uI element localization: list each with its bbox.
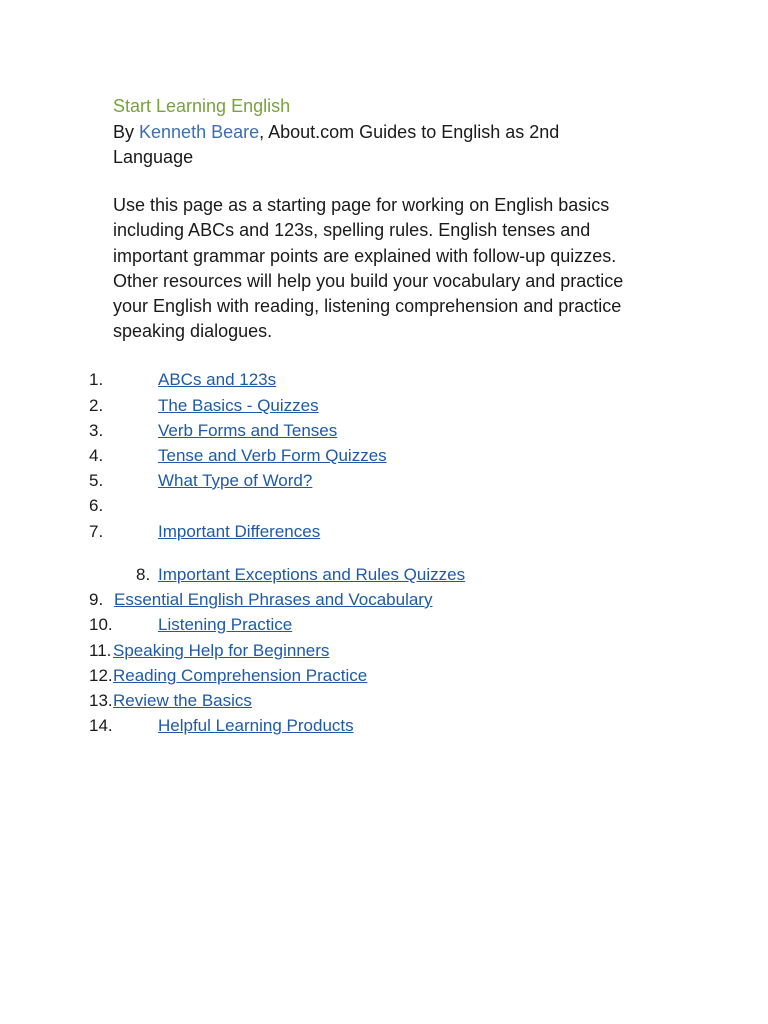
byline-suffix: , About.com Guides to English as 2nd Language [113, 122, 560, 167]
list-number: 9. [89, 590, 104, 609]
page-title: Start Learning English [113, 96, 291, 116]
link-what-type-of-word[interactable]: What Type of Word? [158, 471, 313, 490]
list-number: 6. [89, 496, 104, 515]
link-basics-quizzes[interactable]: The Basics - Quizzes [158, 396, 319, 415]
link-listening-practice[interactable]: Listening Practice [158, 615, 293, 634]
link-reading-comprehension[interactable]: Reading Comprehension Practice [113, 666, 368, 685]
link-exceptions-rules-quizzes[interactable]: Important Exceptions and Rules Quizzes [158, 565, 466, 584]
link-verb-forms-tenses[interactable]: Verb Forms and Tenses [158, 421, 338, 440]
list-number: 1. [89, 370, 104, 389]
link-essential-phrases[interactable]: Essential English Phrases and Vocabulary [114, 590, 433, 609]
link-review-basics[interactable]: Review the Basics [113, 691, 252, 710]
list-number: 7. [89, 522, 104, 541]
link-helpful-products[interactable]: Helpful Learning Products [158, 716, 354, 735]
list-number: 3. [89, 421, 104, 440]
intro-paragraph: Use this page as a starting page for working on English basics including ABCs and 123s, spelling rules. English tenses and important grammar points are explained with follow-up quizzes. Other resources will help you build your vocabulary and practice your English with reading, listening comprehension and practice speaking dialogues. [113, 195, 624, 342]
link-important-differences[interactable]: Important Differences [158, 522, 321, 541]
list-number: 8. [136, 565, 151, 584]
link-tense-verb-form-quizzes[interactable]: Tense and Verb Form Quizzes [158, 446, 387, 465]
list-number: 5. [89, 471, 104, 490]
list-number: 2. [89, 396, 104, 415]
list-number: 14. [89, 716, 113, 735]
list-number: 10. [89, 615, 113, 634]
link-abcs-and-123s[interactable]: ABCs and 123s [158, 370, 277, 389]
list-number: 12. [89, 666, 113, 685]
list-number: 4. [89, 446, 104, 465]
byline-prefix: By [113, 122, 140, 142]
link-speaking-help[interactable]: Speaking Help for Beginners [113, 641, 330, 660]
author-link[interactable]: Kenneth Beare [139, 122, 260, 142]
byline [113, 120, 633, 170]
list-number: 13. [89, 691, 113, 710]
list-number: 11. [89, 641, 112, 660]
